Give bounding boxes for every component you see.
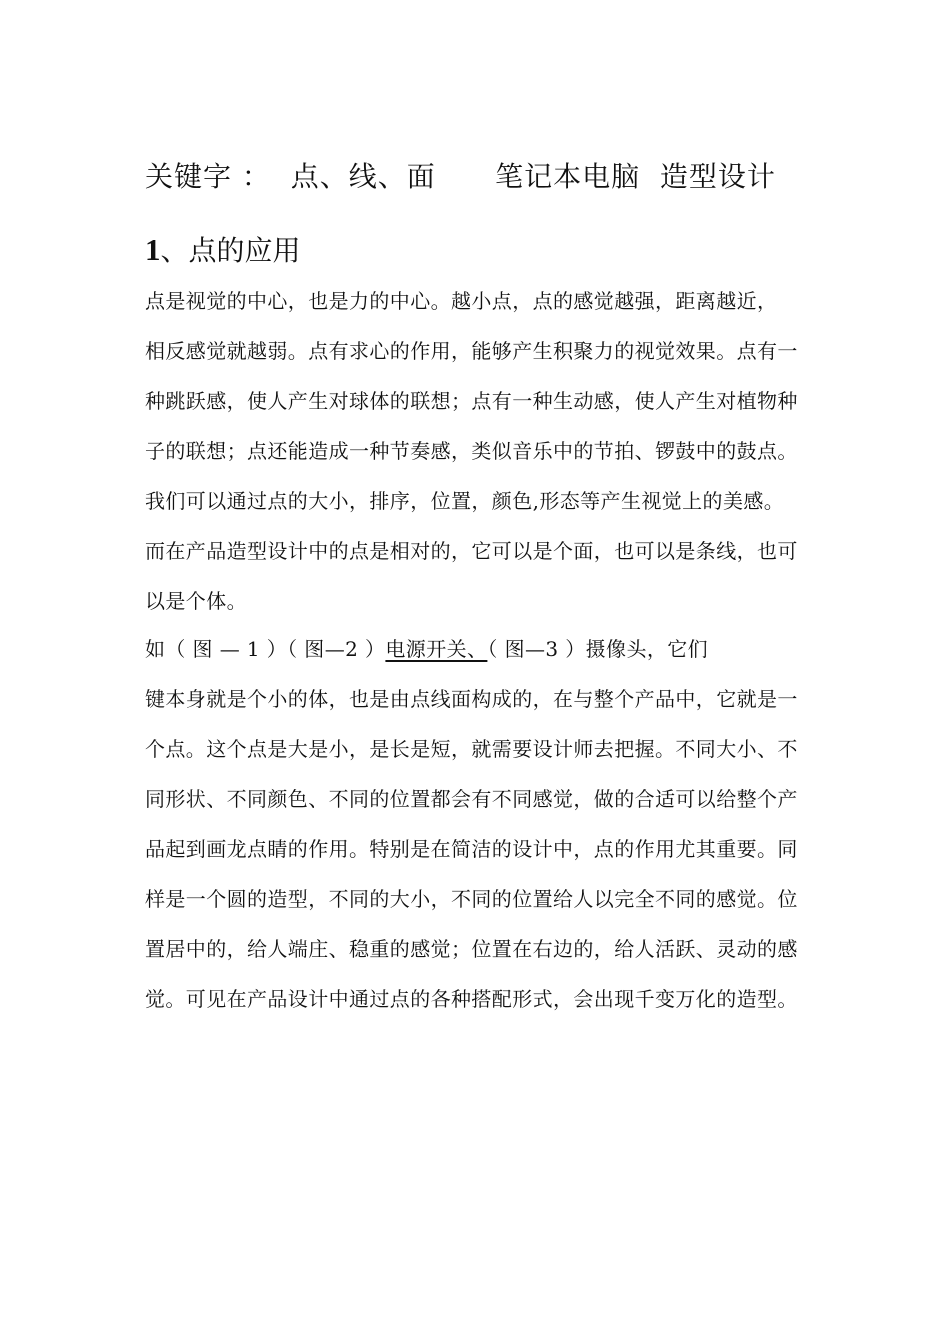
section-heading bbox=[145, 230, 301, 271]
paragraph-line: 置居中的，给人端庄、稳重的感觉；位置在右边的，给人活跃、灵动的感 bbox=[145, 937, 798, 961]
paragraph-line: 子的联想；点还能造成一种节奏感，类似音乐中的节拍、锣鼓中的鼓点。 bbox=[145, 439, 798, 463]
paragraph-line: 键本身就是个小的体，也是由点线面构成的，在与整个产品中，它就是一 bbox=[145, 687, 798, 711]
section-title: 、点的应用 bbox=[160, 234, 301, 267]
figure-reference-suffix: （ 图—3 ）摄像头，它们 bbox=[487, 637, 709, 661]
paragraph-line: 点是视觉的中心，也是力的中心。越小点，点的感觉越强，距离越近， bbox=[145, 289, 778, 313]
paragraph-point-intro bbox=[145, 276, 865, 626]
paragraph-first-line bbox=[145, 624, 865, 674]
paragraph-line: 同形状、不同颜色、不同的位置都会有不同感觉，做的合适可以给整个产 bbox=[145, 787, 798, 811]
paragraph-line: 品起到画龙点睛的作用。特别是在简洁的设计中，点的作用尤其重要。同 bbox=[145, 837, 798, 861]
paragraph-line: 种跳跃感，使人产生对球体的联想；点有一种生动感，使人产生对植物种 bbox=[145, 389, 798, 413]
section-number: 1 bbox=[145, 232, 161, 267]
paragraph-line: 个点。这个点是大是小，是长是短，就需要设计师去把握。不同大小、不 bbox=[145, 737, 798, 761]
paragraph-point-examples bbox=[145, 624, 865, 1024]
paragraph-line: 觉。可见在产品设计中通过点的各种搭配形式，会出现千变万化的造型。 bbox=[145, 987, 798, 1011]
paragraph-line: 样是一个圆的造型，不同的大小，不同的位置给人以完全不同的感觉。位 bbox=[145, 887, 798, 911]
power-switch-link[interactable]: 电源开关、 bbox=[385, 637, 488, 661]
paragraph-line: 我们可以通过点的大小，排序，位置，颜色,形态等产生视觉上的美感。 bbox=[145, 489, 785, 513]
paragraph-line: 以是个体。 bbox=[145, 589, 247, 613]
keywords-line: 关键字 ： 点、线、面 笔记本电脑 造型设计 bbox=[145, 160, 776, 193]
paragraph-line: 相反感觉就越弱。点有求心的作用，能够产生积聚力的视觉效果。点有一 bbox=[145, 339, 798, 363]
figure-reference-prefix: 如（ 图 — 1 ）（ 图—2 ） bbox=[145, 637, 386, 661]
paragraph-line: 而在产品造型设计中的点是相对的，它可以是个面，也可以是条线，也可 bbox=[145, 539, 798, 563]
